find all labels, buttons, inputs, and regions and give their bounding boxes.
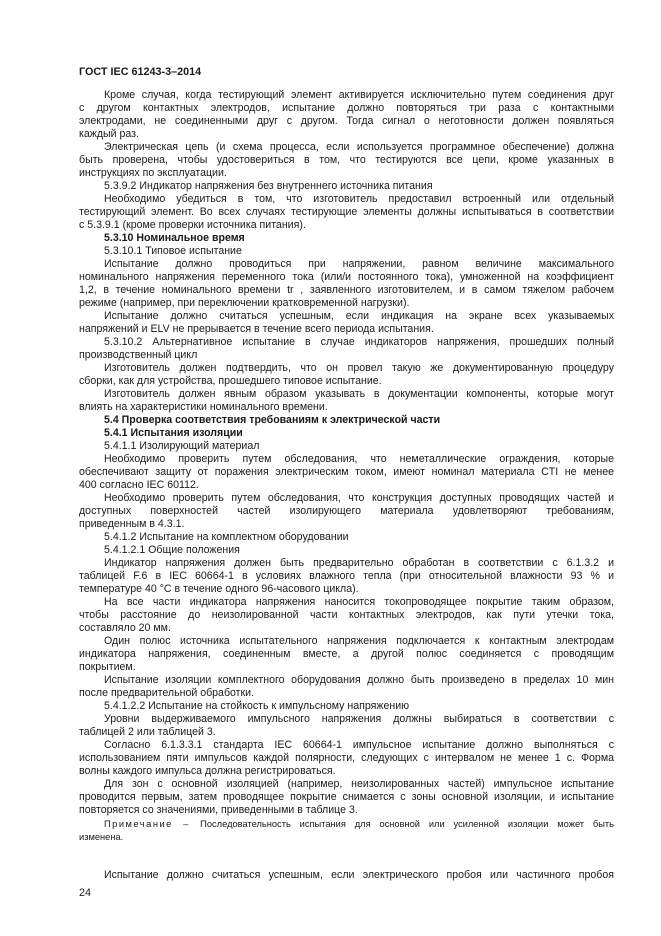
text-line: Кроме случая, когда тестирующий элемент активируется исключительно путем соединения друг [104,89,614,101]
text-line: Необходимо проверить путем обследования, что конструкция доступных проводящих частей и [104,492,614,504]
text-line: режиме (например, при переключении кратковременной нагрузки). [79,297,410,309]
text-line: Электрическая цепь (и схема процесса, если используется программное обеспечение) должна [104,141,614,153]
page-number: 24 [79,887,92,899]
text-line: 5.4 Проверка соответствия требованиям к электрической части [104,414,441,426]
text-line: влиять на характеристики номинального времени. [79,401,328,413]
note-line [104,818,614,831]
text-line: после предварительной обработки. [79,687,255,699]
text-line: с другом контактных электродов, испытание должно повторяться три раза с контактными [79,102,614,114]
text-line: 1,2, в течение номинального времени tr , заявленного изготовителем, и в самом тяжелом рабочем [79,284,614,296]
text-line: Индикатор напряжения должен быть предварительно обработан в соответствии с 6.1.3.2 и [104,557,614,569]
text-line: таблицей 2 или таблицей 3. [79,726,216,738]
text-line: доступных поверхностей частей изолирующего материала удовлетворяют требованиям, [79,505,614,517]
text-line: 400 согласно IEC 60112. [79,479,199,491]
text-line: быть проверена, чтобы удостовериться в том, что тестируются все цепи, кроме указанных в [79,154,614,166]
text-line: с 5.3.9.1 (кроме проверки источника питания). [79,219,306,231]
text-line: проводится первым, затем проводящее покрытие снимается с зоны основной изоляции, и испытание [79,791,614,803]
note-line: изменена. [79,832,124,842]
text-line: 5.4.1 Испытания изоляции [104,427,243,439]
text-line: Уровни выдерживаемого импульсного напряжения должны выбираться в соответствии с [104,713,614,725]
text-line: инструкциях по эксплуатации. [79,167,227,179]
text-line: электродами, не соединенными друг с другом. Тогда сигнал о неготовности должен появляться [79,115,614,127]
text-line: каждый раз. [79,128,139,140]
text-line: Один полюс источника испытательного напряжения подключается к контактным электродам [104,635,614,647]
text-line: чтобы расстояние до неизолированной части контактных электродов, как пути утечки тока, [79,609,614,621]
text-line: 5.3.10.2 Альтернативное испытание в случае индикаторов напряжения, прошедших полный [104,336,614,348]
text-line: таблицей F.6 в IEC 60664-1 в условиях влажного тепла (при относительной влажности 93 % и [79,570,614,582]
text-line: волны каждого импульса должна регистрироваться. [79,765,336,777]
text-line: Испытание изоляции комплектного оборудования должно быть произведено в пределах 10 мин [104,674,614,686]
note-label: Примечание – [104,819,201,829]
text-line: приведенным в 4.3.1. [79,518,185,530]
text-line: покрытием. [79,661,136,673]
text-line: Изготовитель должен явным образом указывать в документации компоненты, которые могут [104,388,614,400]
text-line: составляло 20 мм. [79,622,171,634]
text-line: Необходимо проверить путем обследования, что неметаллические ограждения, которые [104,453,614,465]
text-line: Испытание должно проводиться при напряжении, равном величине максимального [104,258,614,270]
note-text: Последовательность испытания для основной или усиленной изоляции может быть [200,819,615,829]
text-line: 5.4.1.2.2 Испытание на стойкость к импульсному напряжению [104,700,410,712]
text-line: обеспечивают защиту от поражения электрическим током, имеют номинал материала CTI не менее [79,466,614,478]
text-line: производственный цикл [79,349,198,361]
text-line: 5.3.10.1 Типовое испытание [104,245,242,257]
text-line: Согласно 6.1.3.3.1 стандарта IEC 60664-1 импульсное испытание должно выполняться с [104,739,614,751]
text-line: Испытание должно считаться успешным, если индикация на экране всех указываемых [104,310,614,322]
text-line: 5.4.1.2 Испытание на комплектном оборудовании [104,531,349,543]
text-line: На все части индикатора напряжения наносится токопроводящее покрытие таким образом, [104,596,614,608]
text-line: повторяется со значениями, приведенными в таблице 3. [79,804,358,816]
text-line: сборки, как для устройства, прошедшего типовое испытание. [79,375,382,387]
text-line: Изготовитель должен подтвердить, что он провел такую же документированную процедуру [104,362,614,374]
text-line: Необходимо убедиться в том, что изготовитель предоставил встроенный или отдельный [104,193,614,205]
text-line: Для зон с основной изоляцией (например, неизолированных частей) импульсное испытание [104,778,614,790]
text-line: тестирующий элемент. Во всех случаях тестирующие элементы должны испытываться в соответствии [79,206,614,218]
text-line: 5.4.1.1 Изолирующий материал [104,440,260,452]
text-line: 5.3.10 Номинальное время [104,232,245,244]
text-line: 5.4.1.2.1 Общие положения [104,544,240,556]
text-line: температуре 40 °С в течение одного 96-часового цикла). [79,583,359,595]
text-line: использованием пяти импульсов каждой полярности, следующих с интервалом не менее 1 с. Форма [79,752,614,764]
text-line: 5.3.9.2 Индикатор напряжения без внутреннего источника питания [104,180,433,192]
text-line: Испытание должно считаться успешным, если электрического пробоя или частичного пробоя [104,869,614,881]
page-header: ГОСТ IEC 61243-3–2014 [79,66,202,78]
text-line: номинального напряжения переменного тока (или/и постоянного тока), умноженной на коэффициент [79,271,614,283]
text-line: напряжений и ELV не прерывается в течение всего периода испытания. [79,323,434,335]
text-line: индикатора напряжения, соединенным вместе, а другой полюс соединяется с проводящим [79,648,614,660]
